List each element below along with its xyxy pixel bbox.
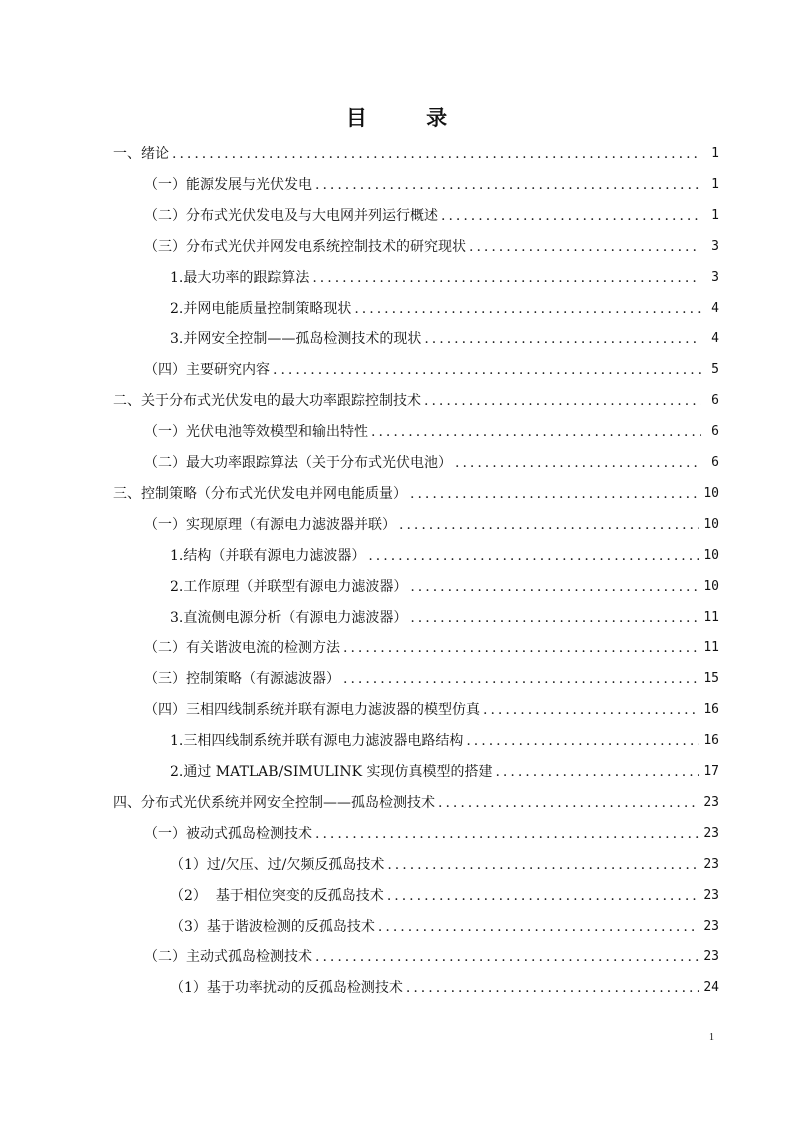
toc-entry[interactable] — [144, 234, 719, 260]
toc-entry[interactable] — [170, 914, 719, 940]
toc-entry-page: 11 — [703, 609, 719, 625]
toc-entry-title: （三）控制策略（有源滤波器） — [144, 671, 340, 688]
toc-entry-page: 23 — [703, 794, 719, 810]
toc-entry[interactable] — [144, 357, 719, 383]
toc-entry-page: 4 — [711, 331, 719, 347]
toc-entry-title: （一）被动式孤岛检测技术 — [144, 825, 312, 842]
dot-leader — [438, 790, 699, 816]
toc-entry[interactable] — [113, 388, 719, 414]
toc-entry[interactable] — [170, 759, 719, 785]
toc-entry-page: 6 — [711, 424, 719, 440]
dot-leader — [424, 388, 701, 414]
toc-entry-page: 16 — [703, 733, 719, 749]
toc-entry-title: 3.并网安全控制——孤岛检测技术的现状 — [170, 331, 422, 348]
toc-entry-page: 3 — [711, 269, 719, 285]
toc-entry[interactable] — [144, 944, 719, 970]
dot-leader — [424, 326, 701, 352]
toc-entry-page: 1 — [711, 146, 719, 161]
dot-leader — [343, 635, 699, 661]
dot-leader — [399, 512, 699, 538]
dot-leader — [410, 605, 699, 631]
toc-entry-page: 10 — [703, 485, 719, 501]
toc-entry-title: 四、分布式光伏系统并网安全控制——孤岛检测技术 — [113, 794, 435, 811]
toc-entry[interactable] — [113, 481, 719, 507]
toc-entry-title: 二、关于分布式光伏发电的最大功率跟踪控制技术 — [113, 393, 421, 410]
toc-entry[interactable] — [113, 790, 719, 816]
toc-entry-title: （一）光伏电池等效模型和输出特性 — [144, 424, 368, 441]
toc-entry-title: 3.直流侧电源分析（有源电力滤波器） — [170, 609, 408, 626]
toc-entry[interactable] — [170, 852, 719, 878]
toc-entry-title: （2） 基于相位突变的反孤岛技术 — [170, 887, 384, 904]
toc-entry-page: 4 — [711, 300, 719, 316]
toc-entry-page: 23 — [703, 825, 719, 841]
toc-entry[interactable] — [144, 450, 719, 476]
toc-entry[interactable] — [144, 821, 719, 847]
toc-entry[interactable] — [170, 574, 719, 600]
toc-entry-title: （二）分布式光伏发电及与大电网并列运行概述 — [144, 207, 438, 224]
dot-leader — [172, 141, 701, 167]
toc-entry-title: （二）有关谐波电流的检测方法 — [144, 640, 340, 657]
toc-entry[interactable] — [144, 203, 719, 229]
dot-leader — [378, 914, 699, 940]
toc-entry-page: 6 — [711, 455, 719, 470]
toc-entry-title: （一）实现原理（有源电力滤波器并联） — [144, 516, 396, 533]
page-number: 1 — [709, 1032, 714, 1043]
toc-entry[interactable] — [144, 419, 719, 445]
dot-leader — [354, 296, 701, 322]
dot-leader — [368, 543, 699, 569]
toc-entry-page: 16 — [703, 702, 719, 718]
toc-entry-title: （3）基于谐波检测的反孤岛技术 — [170, 918, 375, 935]
toc-entry-page: 11 — [703, 640, 719, 656]
toc-entry-page: 23 — [703, 918, 719, 934]
dot-leader — [315, 821, 699, 847]
toc-entry-page: 6 — [711, 393, 719, 409]
toc-entry-page: 24 — [703, 980, 719, 996]
dot-leader — [455, 450, 701, 476]
dot-leader — [315, 944, 699, 970]
dot-leader — [441, 203, 701, 229]
toc-entry-title: （三）分布式光伏并网发电系统控制技术的研究现状 — [144, 238, 466, 255]
toc-entry[interactable] — [170, 296, 719, 322]
dot-leader — [495, 759, 699, 785]
toc-entry-title: 三、控制策略（分布式光伏发电并网电能质量） — [113, 485, 407, 502]
toc-entry[interactable] — [170, 883, 719, 909]
toc-entry[interactable] — [170, 326, 719, 352]
toc-entry[interactable] — [170, 265, 719, 291]
dot-leader — [410, 574, 699, 600]
dot-leader — [410, 481, 699, 507]
toc-entry[interactable] — [170, 605, 719, 631]
toc-entry-page: 1 — [711, 176, 719, 192]
toc-entry-page: 3 — [711, 238, 719, 254]
dot-leader — [312, 265, 701, 291]
toc-entry-title: （四）三相四线制系统并联有源电力滤波器的模型仿真 — [144, 702, 480, 719]
toc-entry-title: 一、绪论 — [113, 146, 169, 162]
toc-entry-title: 1.结构（并联有源电力滤波器） — [170, 547, 366, 564]
toc-entry-title: （四）主要研究内容 — [144, 362, 270, 379]
toc-entry[interactable] — [144, 697, 719, 723]
toc-entry-page: 23 — [703, 887, 719, 903]
toc-entry-title: （二）最大功率跟踪算法（关于分布式光伏电池） — [144, 455, 452, 471]
toc-entry-page: 23 — [703, 856, 719, 872]
dot-leader — [273, 357, 701, 383]
toc-entry[interactable] — [113, 141, 719, 167]
toc-entry-page: 10 — [703, 547, 719, 563]
toc-entry[interactable] — [144, 666, 719, 692]
toc-entry[interactable] — [144, 512, 719, 538]
toc-entry-title: 2.通过 MATLAB/SIMULINK 实现仿真模型的搭建 — [170, 764, 493, 780]
toc-entry-title: 2.并网电能质量控制策略现状 — [170, 300, 352, 317]
toc-entry[interactable] — [144, 635, 719, 661]
toc-entry-title: （1）基于功率扰动的反孤岛检测技术 — [170, 980, 403, 997]
toc-entry-title: （二）主动式孤岛检测技术 — [144, 949, 312, 966]
dot-leader — [466, 728, 699, 754]
toc-entry[interactable] — [170, 975, 719, 1001]
toc-entry-page: 5 — [711, 362, 719, 378]
toc-entry-page: 23 — [703, 949, 719, 965]
toc-entry-page: 15 — [703, 671, 719, 687]
toc-entry-page: 17 — [703, 764, 719, 779]
dot-leader — [343, 666, 699, 692]
dot-leader — [469, 234, 701, 260]
dot-leader — [315, 172, 701, 198]
dot-leader — [371, 419, 701, 445]
toc-entry-title: （1）过/欠压、过/欠频反孤岛技术 — [170, 856, 385, 873]
toc-entry-page: 10 — [703, 516, 719, 532]
dot-leader — [406, 975, 699, 1001]
toc-entry-title: 1.最大功率的跟踪算法 — [170, 269, 310, 286]
toc-entry[interactable] — [170, 728, 719, 754]
toc-entry-page: 10 — [703, 578, 719, 594]
dot-leader — [387, 852, 699, 878]
toc-entry-title: 1.三相四线制系统并联有源电力滤波器电路结构 — [170, 733, 464, 750]
page-title: 目 录 — [345, 105, 474, 130]
toc-entry[interactable] — [170, 543, 719, 569]
dot-leader — [387, 883, 700, 909]
toc-entry-page: 1 — [711, 207, 719, 223]
toc-entry[interactable] — [144, 172, 719, 198]
toc-entry-title: （一）能源发展与光伏发电 — [144, 176, 312, 193]
toc-entry-title: 2.工作原理（并联型有源电力滤波器） — [170, 578, 408, 595]
dot-leader — [483, 697, 699, 723]
